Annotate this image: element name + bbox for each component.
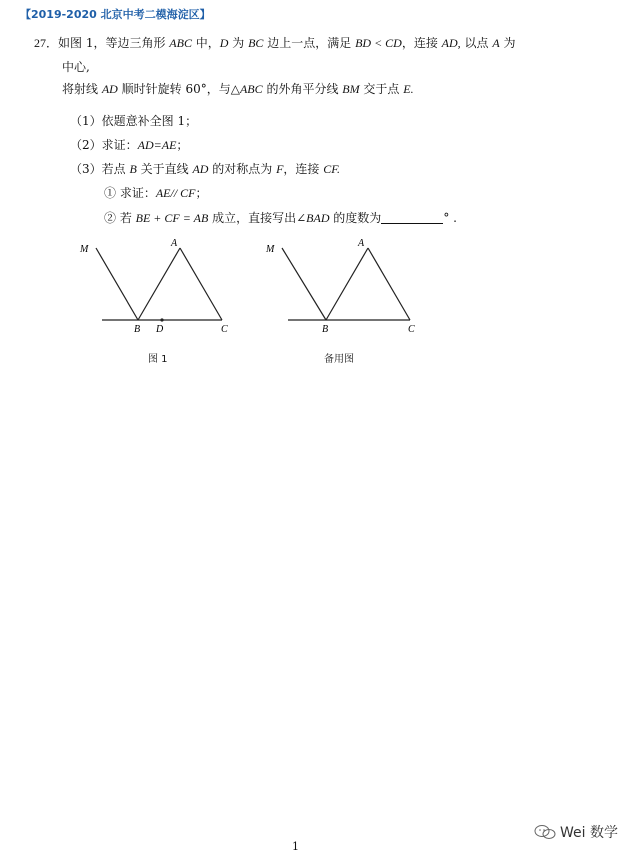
text: 关于直线 — [136, 162, 193, 176]
text: ，连接 — [401, 36, 442, 50]
text: 顺时针旋转 60°，与△ — [117, 82, 240, 96]
side-ab — [138, 248, 180, 320]
ray-bm — [282, 248, 326, 320]
text: 成立，直接写出∠ — [208, 211, 307, 225]
label-b: B — [134, 324, 141, 335]
math: F — [276, 162, 284, 176]
text: ； — [195, 186, 208, 200]
figure-2-diagram — [264, 236, 424, 336]
point-d — [160, 318, 163, 321]
ray-bm — [96, 248, 138, 320]
text: 交于点 — [359, 82, 404, 96]
figure-1-caption: 图 1 — [148, 354, 168, 365]
text: 以点 — [460, 36, 493, 50]
text: ① 求证： — [104, 186, 156, 200]
text: （3）若点 — [70, 162, 130, 176]
side-ac — [180, 248, 222, 320]
sub-question-2 — [70, 136, 188, 153]
math: BE + CF = AB — [135, 211, 209, 225]
math: AD — [192, 162, 209, 176]
question-number: 27． — [34, 36, 59, 50]
math: ABC — [239, 82, 263, 96]
figure-1 — [76, 236, 236, 339]
question-line-1 — [34, 34, 515, 51]
item-1 — [104, 184, 208, 201]
math: BD < CD — [355, 36, 402, 50]
label-m: M — [266, 244, 275, 255]
label-d: D — [156, 324, 164, 335]
label-c: C — [408, 324, 415, 335]
watermark-text: Wei 数学 — [560, 825, 618, 841]
text: 将射线 — [62, 82, 102, 96]
text: ，连接 — [283, 162, 324, 176]
wechat-icon — [534, 824, 556, 840]
label-c: C — [221, 324, 228, 335]
math: D — [219, 36, 229, 50]
text: 如图 1，等边三角形 — [58, 36, 170, 50]
math: E. — [403, 82, 414, 96]
figure-1-diagram — [76, 236, 236, 336]
figure-2 — [264, 236, 424, 339]
figure-2-caption: 备用图 — [324, 354, 354, 365]
sub-question-1: （1）依题意补全图 1； — [70, 114, 198, 128]
sub-question-3 — [70, 160, 340, 177]
label-a: A — [358, 238, 365, 249]
math: A — [492, 36, 500, 50]
question-line-2: 中心, — [62, 60, 90, 74]
math: AE// CF — [155, 186, 196, 200]
math: AD, — [441, 36, 461, 50]
math: BM — [342, 82, 360, 96]
text: ② 若 — [104, 211, 136, 225]
text: 的外角平分线 — [262, 82, 343, 96]
text: 的度数为 — [329, 211, 382, 225]
text: 边上一点，满足 — [263, 36, 356, 50]
math: CF. — [323, 162, 341, 176]
label-a: A — [171, 238, 178, 249]
page-number: 1 — [292, 840, 299, 853]
text: （2）求证： — [70, 138, 138, 152]
math: B — [129, 162, 137, 176]
label-b: B — [322, 324, 329, 335]
question-line-3 — [62, 80, 414, 97]
side-ab — [326, 248, 368, 320]
answer-blank — [381, 211, 443, 224]
math: BAD — [306, 211, 330, 225]
side-ac — [368, 248, 410, 320]
watermark — [534, 822, 618, 842]
text: 的对称点为 — [208, 162, 277, 176]
source-tag: 【2019-2020 北京中考二模海淀区】 — [20, 8, 211, 21]
item-2 — [104, 209, 457, 226]
label-m: M — [80, 244, 89, 255]
text: 中， — [191, 36, 220, 50]
text: 为 — [228, 36, 249, 50]
text: 为 — [499, 36, 516, 50]
math: AD=AE — [137, 138, 177, 152]
text: ° . — [443, 211, 457, 225]
text: ； — [176, 138, 189, 152]
math: AD — [101, 82, 118, 96]
math: BC — [248, 36, 264, 50]
math: ABC — [169, 36, 192, 50]
